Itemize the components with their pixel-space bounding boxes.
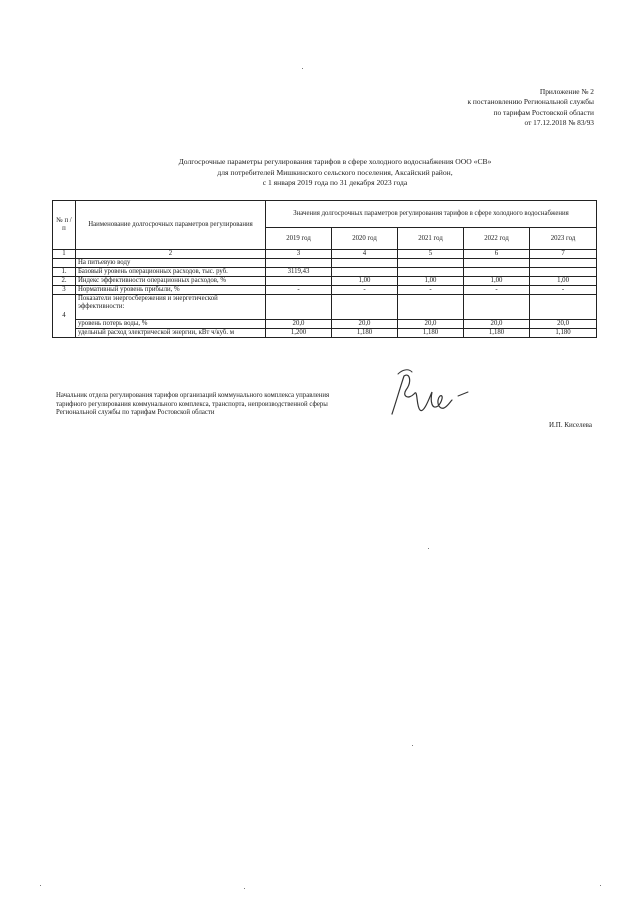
appendix-line-2: к постановлению Региональной службы [467, 97, 594, 107]
row-value [530, 268, 597, 277]
parameters-table [52, 200, 597, 338]
empty-cell [266, 295, 332, 320]
appendix-line-4: от 17.12.2018 № 83/93 [524, 118, 594, 128]
header-row [53, 201, 597, 228]
scan-speck [302, 68, 303, 69]
table-row [53, 329, 597, 338]
row-value [332, 268, 398, 277]
row-value: - [332, 286, 398, 295]
energy-num: 4 [53, 295, 76, 338]
signer-name: И.П. Киселева [549, 421, 592, 429]
col-number: 5 [398, 250, 464, 259]
empty-cell [332, 259, 398, 268]
row-value: - [398, 286, 464, 295]
title-line-2: для потребителей Мишкинского сельского поселения, Аксайский район, [217, 167, 453, 177]
header-year: 2020 год [332, 228, 398, 250]
row-value: 3119,43 [266, 268, 332, 277]
appendix-line-3: по тарифам Ростовской области [493, 107, 594, 117]
row-value: - [464, 286, 530, 295]
row-name: уровень потерь воды, % [76, 320, 266, 329]
row-num: 3 [53, 286, 76, 295]
appendix-note [467, 87, 594, 129]
row-value: 20,0 [332, 320, 398, 329]
row-value [266, 277, 332, 286]
row-value: 1,00 [530, 277, 597, 286]
section-num-cell [53, 259, 76, 268]
signature-image [386, 366, 481, 424]
header-num: № п /п [53, 201, 76, 250]
col-number: 2 [76, 250, 266, 259]
header-name: Наименование долгосрочных параметров регулирования [76, 201, 266, 250]
row-name: Нормативный уровень прибыли, % [76, 286, 266, 295]
row-value: 20,0 [530, 320, 597, 329]
col-number: 4 [332, 250, 398, 259]
empty-cell [398, 259, 464, 268]
row-num: 2. [53, 277, 76, 286]
table-row [53, 286, 597, 295]
scan-speck [40, 885, 41, 886]
appendix-line-1: Приложение № 2 [539, 87, 594, 96]
empty-cell [464, 259, 530, 268]
header-year: 2019 год [266, 228, 332, 250]
section-row [53, 259, 597, 268]
col-number: 1 [53, 250, 76, 259]
row-num: 1. [53, 268, 76, 277]
row-value: - [266, 286, 332, 295]
col-number: 3 [266, 250, 332, 259]
empty-cell [332, 295, 398, 320]
row-value [398, 268, 464, 277]
row-value: - [530, 286, 597, 295]
row-value: 20,0 [398, 320, 464, 329]
empty-cell [464, 295, 530, 320]
energy-title-row [53, 295, 597, 320]
empty-cell [398, 295, 464, 320]
scan-speck [600, 885, 601, 886]
header-year: 2023 год [530, 228, 597, 250]
row-value: 1,180 [398, 329, 464, 338]
empty-cell [530, 259, 597, 268]
table-row [53, 277, 597, 286]
scan-speck [244, 888, 245, 889]
table-row [53, 268, 597, 277]
col-number: 6 [464, 250, 530, 259]
section-label: На питьевую воду [76, 259, 266, 268]
row-name: удельный расход электрической энергии, кВт ч/куб. м [76, 329, 266, 338]
row-value [464, 268, 530, 277]
scan-speck [412, 745, 413, 746]
row-value: 20,0 [464, 320, 530, 329]
row-name: Базовый уровень операционных расходов, тыс. руб. [76, 268, 266, 277]
row-value: 1,00 [464, 277, 530, 286]
energy-title: Показатели энергосбережения и энергетической эффективности: [76, 295, 266, 320]
row-value: 1,00 [332, 277, 398, 286]
header-values: Значения долгосрочных параметров регулирования тарифов в сфере холодного водоснабжения [266, 201, 597, 228]
row-value: 1,180 [464, 329, 530, 338]
signer-position: Начальник отдела регулирования тарифов организаций коммунального комплекса управления тарифного регулирования коммунального комплекса, транспорта, непроизводственной сферы Региональной службы по тарифам Ростовской области [56, 392, 330, 417]
row-value: 1,200 [266, 329, 332, 338]
row-name: Индекс эффективности операционных расходов, % [76, 277, 266, 286]
title-line-1: Долгосрочные параметры регулирования тарифов в сфере холодного водоснабжения ООО «СВ» [178, 157, 492, 166]
empty-cell [266, 259, 332, 268]
row-value: 1,180 [332, 329, 398, 338]
scan-speck [428, 548, 429, 549]
header-year: 2021 год [398, 228, 464, 250]
column-numbers-row [53, 250, 597, 259]
document-title [100, 157, 570, 189]
empty-cell [530, 295, 597, 320]
row-value: 1,00 [398, 277, 464, 286]
row-value: 20,0 [266, 320, 332, 329]
col-number: 7 [530, 250, 597, 259]
row-value: 1,180 [530, 329, 597, 338]
title-line-3: с 1 января 2019 года по 31 декабря 2023 года [262, 178, 408, 188]
table-row [53, 320, 597, 329]
header-year: 2022 год [464, 228, 530, 250]
